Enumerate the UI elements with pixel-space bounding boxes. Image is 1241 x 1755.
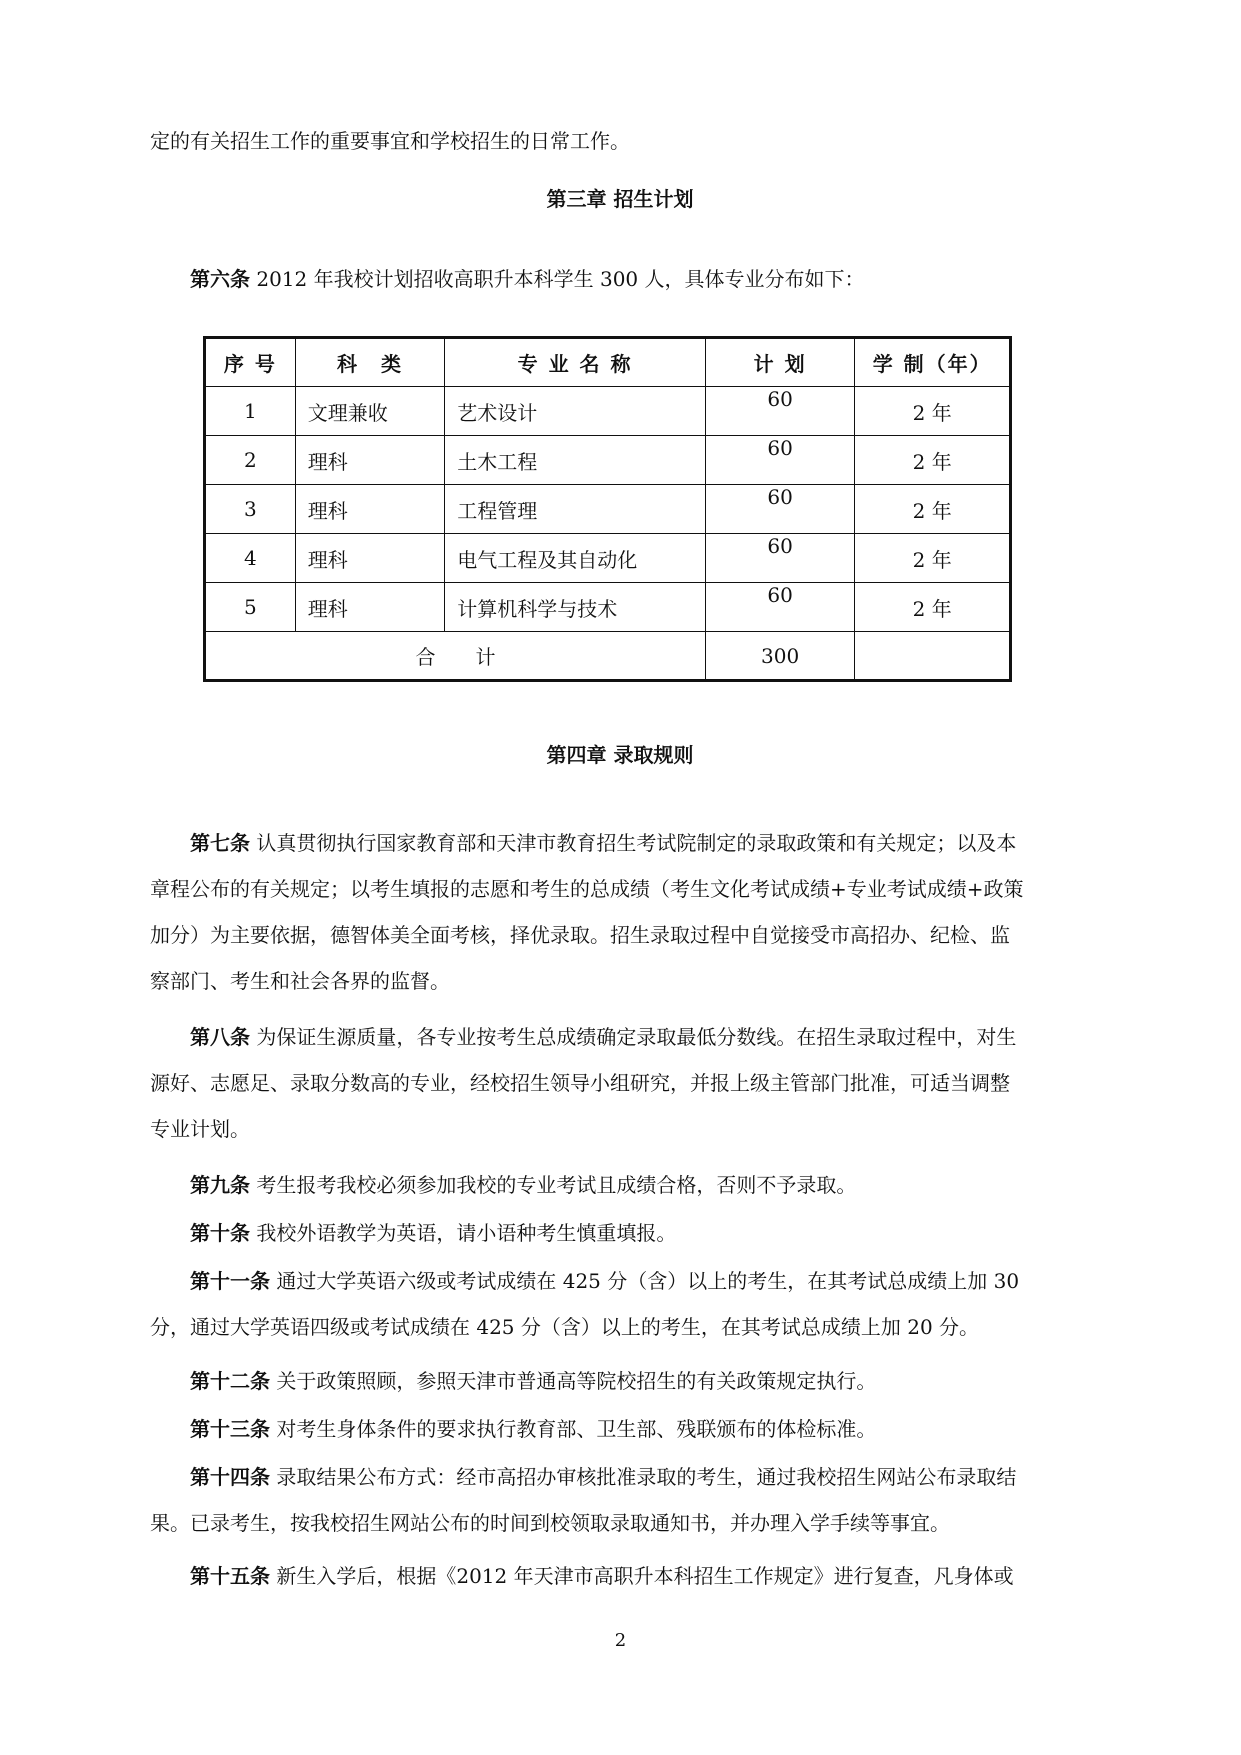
cell-no: 4	[205, 534, 296, 583]
article-14-line-1: 第十四条 录取结果公布方式：经市高招办审核批准录取的考生，通过我校招生网站公布录取结	[190, 1465, 1017, 1489]
total-value: 300	[705, 632, 854, 681]
cell-category: 理科	[295, 485, 445, 534]
cell-category: 文理兼收	[295, 387, 445, 436]
article-15: 第十五条 新生入学后，根据《2012 年天津市高职升本科招生工作规定》进行复查，凡身体或	[190, 1564, 1014, 1588]
page-number: 2	[614, 1630, 627, 1651]
header-no: 序 号	[205, 338, 296, 387]
cell-years: 2 年	[855, 583, 1011, 632]
article-7-line-4: 察部门、考生和社会各界的监督。	[150, 969, 450, 993]
continued-paragraph: 定的有关招生工作的重要事宜和学校招生的日常工作。	[150, 129, 630, 153]
article-6	[190, 266, 1090, 292]
article-14-line-2: 果。已录考生，按我校招生网站公布的时间到校领取录取通知书，并办理入学手续等事宜。	[150, 1511, 950, 1535]
article-7-line-1: 第七条 认真贯彻执行国家教育部和天津市教育招生考试院制定的录取政策和有关规定；以及本	[190, 831, 1017, 855]
cell-no: 1	[205, 387, 296, 436]
cell-major: 工程管理	[445, 485, 706, 534]
cell-major: 土木工程	[445, 436, 706, 485]
cell-no: 2	[205, 436, 296, 485]
table-row	[205, 436, 1011, 485]
article-11-line-2: 分，通过大学英语四级或考试成绩在 425 分（含）以上的考生，在其考试总成绩上加 20 分。	[150, 1315, 980, 1339]
header-category: 科 类	[295, 338, 445, 387]
article-10: 第十条 我校外语教学为英语，请小语种考生慎重填报。	[190, 1221, 677, 1245]
article-11-label: 第十一条	[190, 1269, 270, 1293]
article-13-label: 第十三条	[190, 1417, 270, 1441]
cell-plan: 60	[705, 436, 854, 485]
article-9: 第九条 考生报考我校必须参加我校的专业考试且成绩合格，否则不予录取。	[190, 1173, 857, 1197]
article-8-line-1: 第八条 为保证生源质量，各专业按考生总成绩确定录取最低分数线。在招生录取过程中，对生	[190, 1025, 1017, 1049]
cell-years: 2 年	[855, 436, 1011, 485]
article-14-label: 第十四条	[190, 1465, 270, 1489]
article-12-label: 第十二条	[190, 1369, 270, 1393]
table-total-row	[205, 632, 1011, 681]
article-7-line-2: 章程公布的有关规定；以考生填报的志愿和考生的总成绩（考生文化考试成绩+专业考试成绩+政策	[150, 877, 1024, 901]
cell-plan: 60	[705, 387, 854, 436]
article-11-line-1: 第十一条 通过大学英语六级或考试成绩在 425 分（含）以上的考生，在其考试总成绩上加 30	[190, 1269, 1020, 1293]
cell-years: 2 年	[855, 387, 1011, 436]
table-row	[205, 583, 1011, 632]
cell-major: 计算机科学与技术	[445, 583, 706, 632]
article-6-label: 第六条	[190, 267, 250, 291]
table-row	[205, 534, 1011, 583]
article-15-label: 第十五条	[190, 1564, 270, 1588]
cell-no: 3	[205, 485, 296, 534]
chapter-three-heading: 第三章 招生计划	[546, 187, 694, 211]
header-years: 学 制（年）	[855, 338, 1011, 387]
cell-major: 艺术设计	[445, 387, 706, 436]
cell-plan: 60	[705, 534, 854, 583]
enrollment-plan-table	[203, 336, 1012, 682]
table-row	[205, 387, 1011, 436]
cell-category: 理科	[295, 436, 445, 485]
total-label: 合 计	[205, 632, 706, 681]
article-10-label: 第十条	[190, 1221, 250, 1245]
cell-plan: 60	[705, 485, 854, 534]
article-7-line-3: 加分）为主要依据，德智体美全面考核，择优录取。招生录取过程中自觉接受市高招办、纪检、监	[150, 923, 1010, 947]
header-major: 专 业 名 称	[445, 338, 706, 387]
cell-no: 5	[205, 583, 296, 632]
chapter-four-heading: 第四章 录取规则	[546, 743, 694, 767]
total-years-empty	[855, 632, 1011, 681]
cell-category: 理科	[295, 534, 445, 583]
header-plan: 计 划	[705, 338, 854, 387]
article-12: 第十二条 关于政策照顾，参照天津市普通高等院校招生的有关政策规定执行。	[190, 1369, 877, 1393]
cell-years: 2 年	[855, 534, 1011, 583]
cell-major: 电气工程及其自动化	[445, 534, 706, 583]
cell-plan: 60	[705, 583, 854, 632]
article-8-line-3: 专业计划。	[150, 1117, 250, 1141]
cell-years: 2 年	[855, 485, 1011, 534]
article-6-text: 2012 年我校计划招收高职升本科学生 300 人，具体专业分布如下：	[250, 267, 865, 291]
article-7-label: 第七条	[190, 831, 250, 855]
article-8-label: 第八条	[190, 1025, 250, 1049]
table-row	[205, 485, 1011, 534]
article-13: 第十三条 对考生身体条件的要求执行教育部、卫生部、残联颁布的体检标准。	[190, 1417, 877, 1441]
article-9-label: 第九条	[190, 1173, 250, 1197]
cell-category: 理科	[295, 583, 445, 632]
article-8-line-2: 源好、志愿足、录取分数高的专业，经校招生领导小组研究，并报上级主管部门批准，可适当调整	[150, 1071, 1010, 1095]
table-header-row	[205, 338, 1011, 387]
